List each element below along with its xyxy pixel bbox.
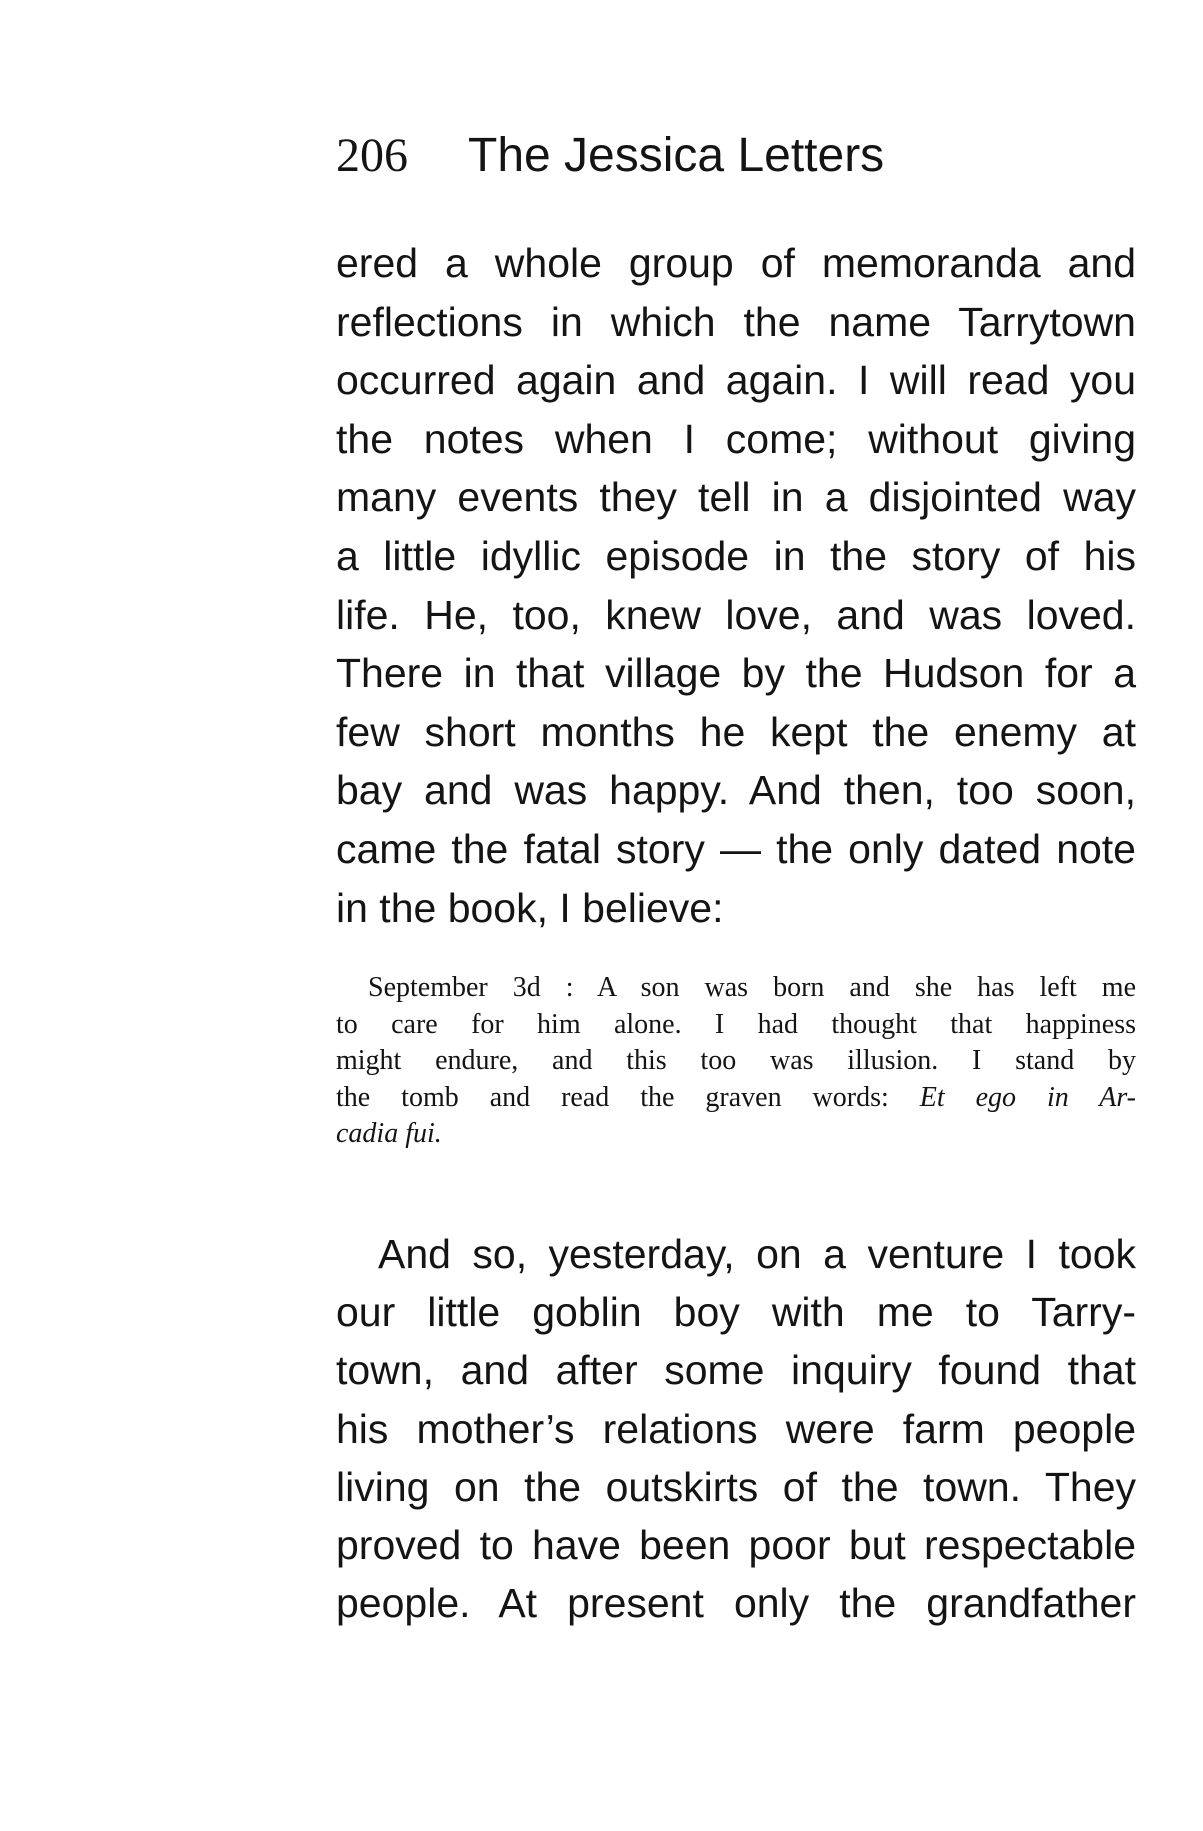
quote-line: September 3d : A son was born and she has left me bbox=[368, 972, 1136, 1003]
page-number: 206 bbox=[336, 129, 408, 182]
text-line: occurred again and again. I will read you bbox=[336, 357, 1136, 404]
latin-inscription-start: Et ego in Ar- bbox=[919, 1081, 1136, 1113]
paragraph-2 bbox=[336, 1225, 1136, 1632]
running-header bbox=[336, 128, 884, 184]
text-line: There in that village by the Hudson for a bbox=[336, 650, 1136, 697]
quote-line: to care for him alone. I had thought that happiness bbox=[336, 1008, 1136, 1040]
text-line: few short months he kept the enemy at bbox=[336, 708, 1136, 755]
journal-quotation bbox=[336, 970, 1136, 1153]
quote-line: might endure, and this too was illusion. I stand by bbox=[336, 1045, 1136, 1076]
text-line: people. At present only the grandfather bbox=[336, 1580, 1136, 1627]
text-line: living on the outskirts of the town. They bbox=[336, 1463, 1136, 1510]
text-line: our little goblin boy with me to Tarry- bbox=[336, 1289, 1136, 1336]
text-line: his mother’s relations were farm people bbox=[336, 1405, 1136, 1452]
text-line: the notes when I come; without giving bbox=[336, 415, 1136, 462]
text-line: in the book, I believe: bbox=[336, 884, 724, 931]
text-line: a little idyllic episode in the story of his bbox=[336, 532, 1136, 579]
text-line: town, and after some inquiry found that bbox=[336, 1347, 1136, 1394]
quote-line bbox=[336, 1116, 1136, 1153]
text-line: many events they tell in a disjointed way bbox=[336, 474, 1136, 521]
paragraph-1 bbox=[336, 234, 1136, 937]
text-line: And so, yesterday, on a venture I took bbox=[378, 1231, 1136, 1277]
quote-line-roman: the tomb and read the graven words: bbox=[336, 1081, 889, 1113]
text-line: life. He, too, knew love, and was loved. bbox=[336, 591, 1136, 638]
text-line: bay and was happy. And then, too soon, bbox=[336, 767, 1136, 814]
text-line: came the fatal story — the only dated note bbox=[336, 825, 1136, 872]
quote-line bbox=[336, 1080, 1136, 1117]
running-title: The Jessica Letters bbox=[468, 129, 885, 182]
text-line: ered a whole group of memoranda and bbox=[336, 240, 1136, 286]
text-line: proved to have been poor but respectable bbox=[336, 1521, 1136, 1568]
text-line: reflections in which the name Tarrytown bbox=[336, 298, 1136, 345]
latin-inscription-end: cadia fui. bbox=[336, 1118, 442, 1149]
